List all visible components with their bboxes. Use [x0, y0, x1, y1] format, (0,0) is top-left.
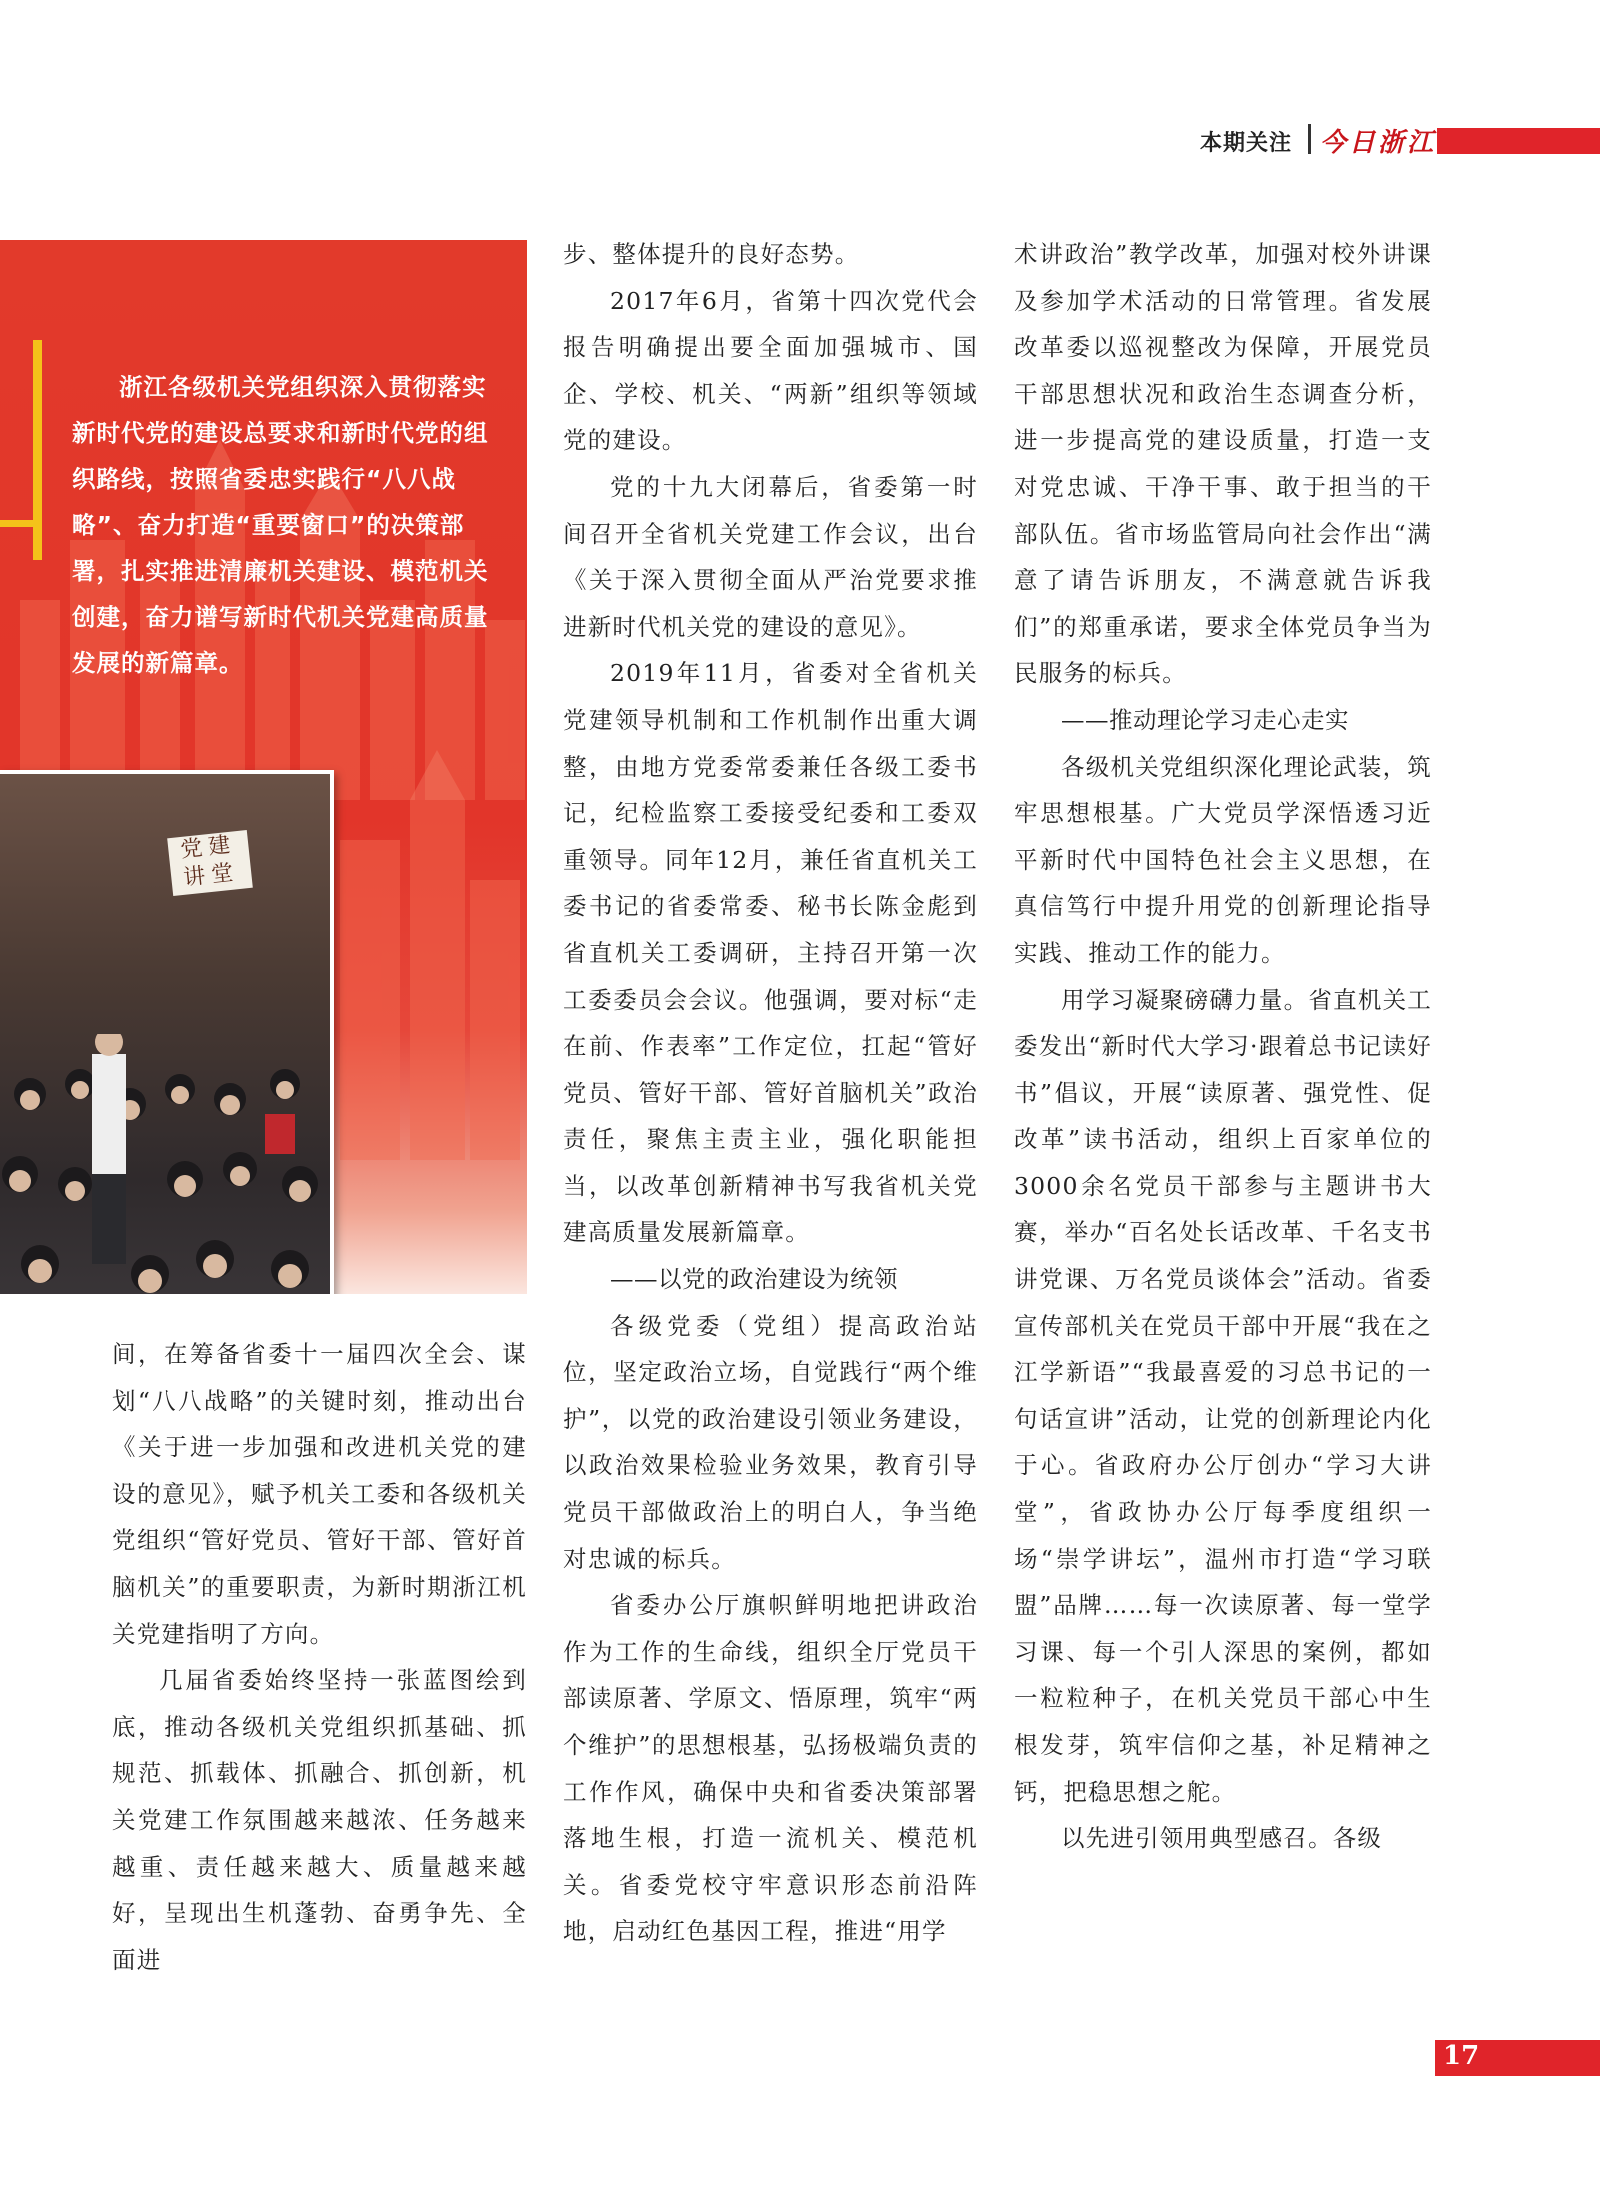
accent-tick [0, 520, 33, 527]
subheading: ——推动理论学习走心走实 [1061, 705, 1349, 734]
photo-sign: 党建讲堂 [167, 830, 253, 896]
accent-bar [33, 340, 42, 560]
brand-logo: 今日浙江 [1320, 128, 1437, 158]
page-header [1200, 122, 1600, 160]
event-photo [0, 770, 334, 1294]
intro-banner [0, 240, 527, 1294]
paragraph: 2019年11月，省委对全省机关党建领导机制和工作机制作出重大调整，由地方党委常委兼任各级工委书记，纪检监察工委接受纪委和工委双重领导。同年12月，兼任省直机关工委书记的省委常委、秘书长陈金彪到省直机关工委调研，主持召开第一次工委委员会会议。他强调，要对标“走在前、作表率”工作定位，扛起“管好党员、管好干部、管好首脑机关”政治责任，聚焦主责主业，强化职能担当，以改革创新精神书写我省机关党建高质量发展新篇章。 [563, 659, 978, 1247]
audience-graphic [0, 1034, 330, 1294]
paragraph: 以先进引领用典型感召。各级 [1061, 1824, 1383, 1853]
paragraph: 省委办公厅旗帜鲜明地把讲政治作为工作的生命线，组织全厅党员干部读原著、学原文、悟原理，筑牢“两个维护”的思想根基，弘扬极端负责的工作作风，确保中央和省委决策部署落地生根，打造一流机关、模范机关。省委党校守牢意识形态前沿阵地，启动红色基因工程，推进“用学 [563, 1591, 978, 1946]
paragraph: 步、整体提升的良好态势。 [563, 240, 860, 268]
paragraph: 用学习凝聚磅礴力量。省直机关工委发出“新时代大学习·跟着总书记读好书”倡议，开展“读原著、强党性、促改革”读书活动，组织上百家单位的3000余名党员干部参与主题讲书大赛，举办“百名处长话改革、千名支书讲党课、万名党员谈体会”活动。省委宣传部机关在党员干部中开展“我在之江学新语”“我最喜爱的习总书记的一句话宣讲”活动，让党的创新理论内化于心。省政府办公厅创办“学习大讲堂”，省政协办公厅每季度组织一场“崇学讲坛”，温州市打造“学习联盟”品牌……每一次读原著、每一堂学习课、每一个引人深思的案例，都如一粒粒种子，在机关党员干部心中生根发芽，筑牢信仰之基，补足精神之钙，把稳思想之舵。 [1014, 985, 1432, 1806]
paragraph: 各级机关党组织深化理论武装，筑牢思想根基。广大党员学深悟透习近平新时代中国特色社会主义思想，在真信笃行中提升用党的创新理论指导实践、推动工作的能力。 [1014, 752, 1432, 967]
header-divider [1308, 124, 1311, 154]
subheading: ——以党的政治建设为统领 [610, 1265, 898, 1294]
page-number: 17 [1443, 2041, 1480, 2071]
paragraph: 2017年6月，省第十四次党代会报告明确提出要全面加强城市、国企、学校、机关、“两新”组织等领域党的建设。 [563, 286, 978, 455]
section-label: 本期关注 [1200, 131, 1293, 156]
article-column-2 [563, 231, 978, 1955]
intro-text: 浙江各级机关党组织深入贯彻落实新时代党的建设总要求和新时代党的组织路线，按照省委忠实践行“八八战略”、奋力打造“重要窗口”的决策部署，扎实推进清廉机关建设、模范机关创建，奋力谱写新时代机关党建高质量发展的新篇章。 [72, 372, 489, 677]
paragraph: 党的十九大闭幕后，省委第一时间召开全省机关党建工作会议，出台《关于深入贯彻全面从严治党要求推进新时代机关党的建设的意见》。 [563, 472, 978, 641]
article-column-1 [112, 1331, 527, 1983]
article-column-3 [1014, 231, 1432, 1862]
paragraph: 几届省委始终坚持一张蓝图绘到底，推动各级机关党组织抓基础、抓规范、抓载体、抓融合、抓创新，机关党建工作氛围越来越浓、任务越来越重、责任越来越大、质量越来越好，呈现出生机蓬勃、奋勇争先、全面进 [112, 1666, 527, 1974]
header-red-bar [1437, 128, 1600, 154]
paragraph: 间，在筹备省委十一届四次全会、谋划“八八战略”的关键时刻，推动出台《关于进一步加强和改进机关党的建设的意见》，赋予机关工委和各级机关党组织“管好党员、管好干部、管好首脑机关”的重要职责，为新时期浙江机关党建指明了方向。 [112, 1340, 527, 1648]
paragraph: 术讲政治”教学改革，加强对校外讲课及参加学术活动的日常管理。省发展改革委以巡视整改为保障，开展党员干部思想状况和政治生态调查分析，进一步提高党的建设质量，打造一支对党忠诚、干净干事、敢于担当的干部队伍。省市场监管局向社会作出“满意了请告诉朋友，不满意就告诉我们”的郑重承诺，要求全体党员争当为民服务的标兵。 [1014, 240, 1432, 688]
paragraph: 各级党委（党组）提高政治站位，坚定政治立场，自觉践行“两个维护”，以党的政治建设引领业务建设，以政治效果检验业务效果，教育引导党员干部做政治上的明白人，争当绝对忠诚的标兵。 [563, 1311, 978, 1573]
